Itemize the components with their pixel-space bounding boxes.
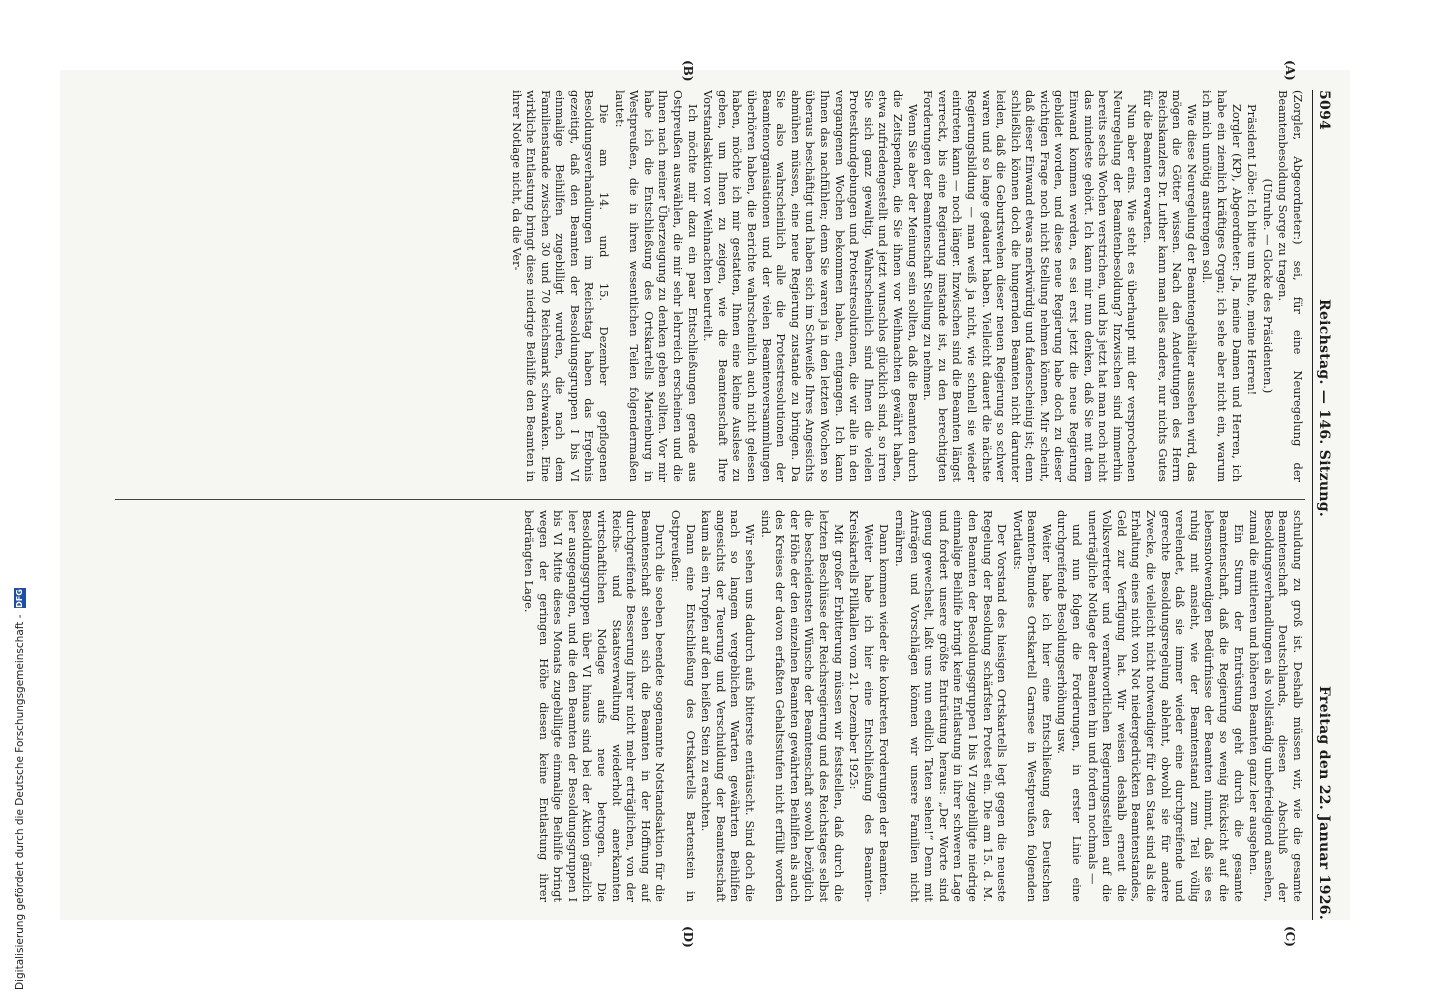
right-paragraph: Weiter habe ich hier eine Entschließung des Deutschen Beamten-Bundes Ortskartell Garnsee in Westpreußen folgenden Wortlauts: bbox=[1010, 510, 1054, 902]
margin-letter-a: (A) bbox=[1283, 60, 1297, 81]
left-column bbox=[105, 90, 1305, 482]
right-paragraph: Wir sehen uns dadurch aufs bitterste enttäuscht. Sind doch die nach so langem vergeblichen Warten gewährten Beihilfen angesichts der Teuerung und Verschuldung der Beamtenschaft kaum als ein Tropfen auf den heißen Stein zu erachten. bbox=[699, 510, 758, 902]
dfg-logo-icon: DFG bbox=[15, 589, 24, 608]
running-date: Freitag den 22. Januar 1926. bbox=[1316, 685, 1332, 920]
running-title: Reichstag. — 146. Sitzung. bbox=[1316, 299, 1332, 518]
right-paragraph: und nun folgen die Forderungen, in erster Linie eine durchgreifende Besoldungserhöhung usw. bbox=[1055, 510, 1085, 902]
margin-letter-d: (D) bbox=[681, 926, 695, 948]
left-paragraph: Wie diese Neuregelung der Beamtengehälter aussehen wird, das mögen die Götter wissen. Nach den Andeutungen des Herrn Reichskanzlers Dr. Luther kann man alles andere, nur nichts Gutes für die Beamten erwarten. bbox=[1141, 90, 1199, 482]
right-paragraph: Dann kommen wieder die konkreten Forderungen der Beamten. bbox=[877, 524, 892, 896]
page-number: 5094 bbox=[1316, 90, 1332, 131]
right-paragraph: Ein Sturm der Entrüstung geht durch die gesamte Beamtenschaft, daß die Regierung so wenig Rücksicht auf die lebensnotwendigen Bedürfnisse der Beamten nimmt, daß sie es ruhig mit ansieht, wie der Beamtenstand zum Teil völlig verelendet, daß sie immer wieder eine durchgreifende und gerechte Besoldungsregelung ablehnt, obwohl sie für andere Zwecke, die vielleicht nicht notwendiger für den Staat sind als die Erhaltung eines nicht von Not niedergedrückten Beamtenstandes, Geld zur Verfügung hat. Wir weisen deshalb erneut die Volksvertreter und verantwortlichen Regierungsstellen auf die unerträgliche Notlage der Beamten hin und fordern nochmals — bbox=[1085, 510, 1246, 902]
margin-letter-c: (C) bbox=[1283, 926, 1297, 947]
right-paragraph: Der Vorstand des hiesigen Ortskartells legt gegen die neueste Regelung der Besoldung schärfsten Protest ein. Die am 15. d. M. den Beamten der Besoldungsgruppen I bis VI zugebilligte niedrige einmalige Beihilfe bringt keine Entlastung in ihrer schweren Lage und fordert unsere größte Entrüstung heraus: „Der Worte sind genug gewechselt, laßt uns nun endlich Taten sehen!“ Denn mit Anträgen und Vorschlägen können wir unsere Familien nicht ernähren. bbox=[892, 510, 1010, 902]
digitization-credit bbox=[12, 10, 28, 990]
column-divider bbox=[115, 499, 1305, 500]
digitization-credit-text: Digitalisierung gefördert durch die Deutsche Forschungsgemeinschaft - bbox=[14, 614, 26, 990]
rotated-document-page bbox=[95, 60, 1335, 948]
right-paragraph: Mit großer Erbitterung müssen wir feststellen, daß durch die letzten Beschlüsse der Reichsregierung und des Reichstages selbst die bescheidensten Wünsche der Beamtenschaft sowohl bezüglich der Höhe der den einzelnen Beamten gewährten Beihilfen als auch des Kreises der davon erfaßten Gehaltsstufen nicht erfüllt worden sind. bbox=[758, 510, 846, 902]
right-column bbox=[105, 510, 1305, 902]
left-paragraph: (Unruhe. — Glocke des Präsidenten.) bbox=[1260, 178, 1275, 394]
left-paragraph: Nun aber eins. Wie steht es überhaupt mit der versprochenen Neuregelung der Beamtenbesoldung? Inzwischen sind immerhin bereits sechs Wochen verstrichen, und bis jetzt hat man noch nicht das mindeste gehört. Ich kann mir nun denken, daß Sie mit dem Einwand kommen werden, es sei erst jetzt die neue Regierung gebildet worden, und diese neue Regierung habe doch zu dieser wichtigen Frage noch nicht Stellung nehmen können. Mir scheint, daß dieser Einwand etwas merkwürdig und fadenscheinig ist; denn schließlich können doch die hungernden Beamten nicht darunter leiden, daß die Geburtswehen dieser neuen Regierung so schwer waren und so lange gedauert haben. Vielleicht dauert die nächste Regierungsbildung — man weiß ja nicht, wie schnell sie wieder eintreten kann — noch länger. Inzwischen sind die Beamten längst verreckt, bis eine Regierung imstande ist, zu den berechtigten Forderungen der Beamtenschaft Stellung zu nehmen. bbox=[921, 90, 1140, 482]
running-head bbox=[1312, 90, 1335, 920]
left-paragraph: Zorgler (KP), Abgeordneter: Ja, meine Damen und Herren, ich habe ein ziemlich kräftiges Organ; ich sehe aber nicht ein, warum ich mich unnötig anstrengen soll. bbox=[1200, 90, 1244, 482]
right-paragraph: Durch die soeben beendete sogenannte Notstandsaktion für die Beamtenschaft sehen sich die Beamten in der Hoffnung auf durchgreifende Besserung ihrer nicht mehr erträglichen, von der Reichs- und Staatsverwaltung wiederholt anerkannten wirtschaftlichen Notlage aufs neue betrogen. Die Besoldungsgruppen über VI hinaus sind bei der Aktion gänzlich leer ausgegangen, und die den Beamten der Besoldungsgruppen I bis VI Mitte dieses Monats zugebilligte einmalige Beihilfe bringt wegen der geringen Höhe diesen keine Entlastung ihrer bedrängten Lage. bbox=[522, 510, 668, 902]
left-paragraph: Ich möchte mir dazu ein paar Entschließungen gerade aus Ostpreußen auswählen, die mir sehr lehrreich erscheinen und die Ihnen nach meiner Überzeugung zu denken geben sollten. Vor mir habe ich die Entschließung des Ortskartells Marienburg in Westpreußen, die in ihren wesentlichen Teilen folgendermaßen lautet: bbox=[612, 90, 700, 482]
right-paragraph: Weiter habe ich hier eine Entschließung des Beamten-Kreiskartells Pillkallen vom 21. Dezember 1925: bbox=[847, 510, 876, 902]
left-paragraph: Wenn Sie aber der Meinung sein sollten, daß die Beamten durch die Zeitspenden, die Sie ihnen vor Weihnachten gewährt haben, etwa zufriedengestellt und jetzt wunschlos glücklich sind, so irren Sie sich ganz gewaltig. Wahrscheinlich sind Ihnen die vielen Protestkundgebungen und Protestresolutionen, die wir alle in den vergangenen Wochen bekommen haben, entgangen. Ich kann Ihnen das nachfühlen; denn Sie waren ja in den letzten Wochen so überaus beschäftigt und haben sich im Schweiße Ihres Angesichts abmühen müssen, eine neue Regierung zustande zu bringen. Da Sie also wahrscheinlich alle die Protestresolutionen der Beamtenorganisationen und der vielen Beamtenversammlungen überhören haben, die Berichte wahrscheinlich auch nicht gelesen haben, möchte ich mir gestatten, Ihnen eine kleine Auslese zu geben, um Ihnen zu zeigen, wie die Beamtenschaft Ihre Vorstandsaktion vor Weihnachten beurteilt. bbox=[701, 90, 920, 482]
left-paragraph: (Zorgler, Abgeordneter:) sei, für eine Neuregelung der Beamtenbesoldung Sorge zu tragen. bbox=[1276, 90, 1305, 482]
left-paragraph: Präsident Löbe: Ich bitte um Ruhe, meine Herren! bbox=[1245, 104, 1260, 396]
right-paragraph: schuldung zu groß ist. Deshalb müssen wir, wie die gesamte Beamtenschaft Deutschlands, diesen Abschluß der Besoldungsverhandlungen als vollständig unbefriedigend ansehen, zumal die mittleren und höheren Beamten ganz leer ausgehen. bbox=[1247, 510, 1305, 902]
left-paragraph: Die am 14. und 15. Dezember gepflogenen Besoldungsverhandlungen im Reichstag haben das Ergebnis gezeitigt, daß den Beamten der Besoldungsgruppen I bis VI einmalige Beihilfen zugebilligt wurden, die nach dem Familienstande zwischen 30 und 70 Reichsmark schwanken. Eine wirkliche Entlastung bringt diese niedrige Beihilfe den Beamten in ihrer Notlage nicht, da die Ver- bbox=[509, 90, 612, 482]
margin-letter-b: (B) bbox=[681, 60, 695, 82]
right-paragraph: Dann eine Entschließung des Ortskartells Bartenstein in Ostpreußen: bbox=[669, 510, 698, 902]
